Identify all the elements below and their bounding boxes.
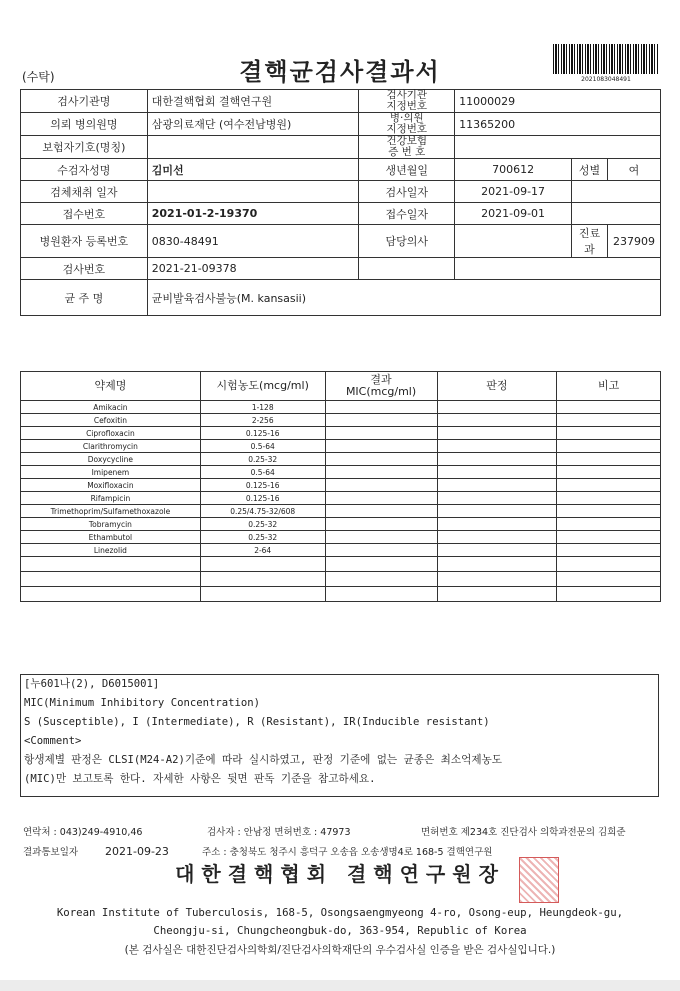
drug-judgement [437,427,557,440]
empty-row [21,587,661,602]
comment-text-2: (MIC)만 보고토록 한다. 자세한 사항은 뒷면 판독 기준을 참고하세요. [24,773,376,785]
receipt-date-label: 접수일자 [359,203,455,225]
barcode-image [553,44,659,74]
hospital-code-value: 11365200 [455,113,661,136]
consignment-label: (수탁) [22,70,55,84]
drug-remark [557,479,661,492]
empty-row [21,557,661,572]
drug-row [21,518,661,531]
certification-note: (본 검사실은 대한진단검사의학회/진단검사의학재단의 우수검사실 인증을 받은 검사실입니다.) [124,944,556,956]
drug-remark [557,531,661,544]
license-text: 면허번호 제234호 진단검사 의학과전문의 김희준 [421,827,626,838]
empty-cell [21,572,201,587]
drug-name: Doxycycline [21,453,201,466]
institution-value: 대한결핵협회 결핵연구원 [147,90,359,113]
drug-judgement [437,479,557,492]
comment-box [20,674,659,797]
test-number-label: 검사번호 [21,258,148,280]
drug-range: 0.125-16 [200,479,325,492]
drug-name: Tobramycin [21,518,201,531]
species-value: 균비발육검사불능(M. kansasii) [147,280,660,316]
drug-mic [325,518,437,531]
hospital-code-label: 병·의원 지정번호 [359,113,455,136]
hospital-value: 삼광의료재단 (여수전남병원) [147,113,359,136]
page-title: 결핵균검사결과서 [239,58,441,86]
remarks-header: 비고 [557,372,661,401]
drug-row [21,401,661,414]
insurer-label: 보험자기호(명칭) [21,136,148,159]
drug-range: 0.125-16 [200,427,325,440]
drug-name: Clarithromycin [21,440,201,453]
empty-cell [325,587,437,602]
concentration-header: 시험농도(mcg/ml) [200,372,325,401]
collection-date-label: 검체채취 일자 [21,181,148,203]
drug-range: 0.5-64 [200,466,325,479]
organization-name: 대한결핵협회 결핵연구원장 [175,862,505,886]
drug-name: Linezolid [21,544,201,557]
test-number-empty-1 [359,258,455,280]
empty-cell [325,557,437,572]
drug-judgement [437,453,557,466]
empty-cell [200,572,325,587]
empty-cell [437,587,557,602]
institution-label: 검사기관명 [21,90,148,113]
examiner-text: 검사자 : 안남정 면허번호 : 47973 [207,827,351,838]
drug-judgement [437,466,557,479]
english-address-2: Cheongju-si, Chungcheongbuk-do, 363-954, Republic of Korea [153,924,527,937]
drug-remark [557,518,661,531]
drug-judgement [437,401,557,414]
sex-value: 여 [607,159,660,181]
drug-remark [557,401,661,414]
empty-cell [557,587,661,602]
drug-range: 0.125-16 [200,492,325,505]
drug-name: Ethambutol [21,531,201,544]
drug-mic [325,505,437,518]
comment-sir: S (Susceptible), I (Intermediate), R (Resistant), IR(Inducible resistant) [24,716,490,728]
result-header: 결과 MIC(mcg/ml) [325,372,437,401]
test-date-empty [572,181,661,203]
doctor-value [455,225,572,258]
registration-value: 0830-48491 [147,225,359,258]
drug-range: 0.25/4.75-32/608 [200,505,325,518]
drug-row [21,414,661,427]
comment-code: [누601나(2), D6015001] [24,678,160,690]
department-value: 237909 [607,225,660,258]
drug-judgement [437,492,557,505]
drug-row [21,531,661,544]
empty-cell [200,557,325,572]
species-label: 균 주 명 [21,280,148,316]
dob-label: 생년월일 [359,159,455,181]
drug-row [21,427,661,440]
drug-mic [325,440,437,453]
drug-remark [557,466,661,479]
patient-name-value: 김미선 [147,159,359,181]
drug-judgement [437,505,557,518]
empty-cell [21,557,201,572]
drug-name: Rifampicin [21,492,201,505]
drug-remark [557,440,661,453]
empty-cell [437,572,557,587]
drug-mic [325,492,437,505]
drug-mic [325,531,437,544]
drug-row [21,505,661,518]
drug-range: 0.25-32 [200,518,325,531]
drug-judgement [437,531,557,544]
test-number-value: 2021-21-09378 [147,258,359,280]
drug-judgement [437,414,557,427]
institution-code-value: 11000029 [455,90,661,113]
empty-cell [200,587,325,602]
health-insurance-label: 건강보험 증 번 호 [359,136,455,159]
doctor-label: 담당의사 [359,225,455,258]
drug-mic [325,427,437,440]
receipt-number-value: 2021-01-2-19370 [147,203,359,225]
collection-date-value [147,181,359,203]
department-label: 진료과 [572,225,608,258]
drug-mic [325,544,437,557]
sex-label: 성별 [572,159,608,181]
contact-text: 연락처 : 043)249-4910,46 [23,827,143,838]
drug-remark [557,544,661,557]
drug-mic [325,401,437,414]
empty-cell [437,557,557,572]
patient-name-label: 수검자성명 [21,159,148,181]
drug-name: Moxifloxacin [21,479,201,492]
drug-range: 0.25-32 [200,453,325,466]
patient-info-table [20,89,661,316]
drug-name: Cefoxitin [21,414,201,427]
drug-remark [557,414,661,427]
barcode-number: 2021083048491 [581,76,631,83]
hospital-label: 의뢰 병의원명 [21,113,148,136]
institution-code-label: 검사기관 지정번호 [359,90,455,113]
drug-row [21,440,661,453]
empty-row [21,572,661,587]
drug-mic [325,414,437,427]
drug-range: 0.5-64 [200,440,325,453]
notify-date-label: 결과통보일자 [23,847,79,858]
comment-mic: MIC(Minimum Inhibitory Concentration) [24,697,260,709]
empty-cell [21,587,201,602]
drug-range: 0.25-32 [200,531,325,544]
comment-text-1: 항생제별 판정은 CLSI(M24-A2)기준에 따라 실시하였고, 판정 기준에 없는 균종은 최소억제농도 [24,754,503,766]
test-number-empty-2 [455,258,661,280]
receipt-number-label: 접수번호 [21,203,148,225]
drug-mic [325,466,437,479]
drug-remark [557,505,661,518]
drug-range: 1-128 [200,401,325,414]
drug-row [21,492,661,505]
drug-judgement [437,518,557,531]
drug-mic [325,479,437,492]
address-text: 주소 : 충청북도 청주시 흥덕구 오송읍 오송생명4로 168-5 결핵연구원 [202,847,493,858]
drug-name: Amikacin [21,401,201,414]
drug-mic [325,453,437,466]
drug-range: 2-64 [200,544,325,557]
drug-remark [557,492,661,505]
drug-range: 2-256 [200,414,325,427]
judgement-header: 판정 [437,372,557,401]
drug-judgement [437,440,557,453]
drug-row [21,544,661,557]
drug-name: Ciprofloxacin [21,427,201,440]
test-date-label: 검사일자 [359,181,455,203]
drug-row [21,479,661,492]
registration-label: 병원환자 등록번호 [21,225,148,258]
drug-remark [557,453,661,466]
drug-header: 약제명 [21,372,201,401]
empty-cell [557,557,661,572]
dob-value: 700612 [455,159,572,181]
notify-date-value: 2021-09-23 [105,845,169,858]
drug-row [21,466,661,479]
drug-remark [557,427,661,440]
insurer-value [147,136,359,159]
drug-row [21,453,661,466]
receipt-date-empty [572,203,661,225]
official-seal [519,857,559,903]
drug-name: Imipenem [21,466,201,479]
test-date-value: 2021-09-17 [455,181,572,203]
comment-label: <Comment> [24,735,82,747]
empty-cell [557,572,661,587]
drug-judgement [437,544,557,557]
health-insurance-value [455,136,661,159]
receipt-date-value: 2021-09-01 [455,203,572,225]
drug-name: Trimethoprim/Sulfamethoxazole [21,505,201,518]
empty-cell [325,572,437,587]
susceptibility-table [20,371,661,602]
english-address-1: Korean Institute of Tuberculosis, 168-5, Osongsaengmyeong 4-ro, Osong-eup, Heungdeok-gu, [56,906,624,919]
